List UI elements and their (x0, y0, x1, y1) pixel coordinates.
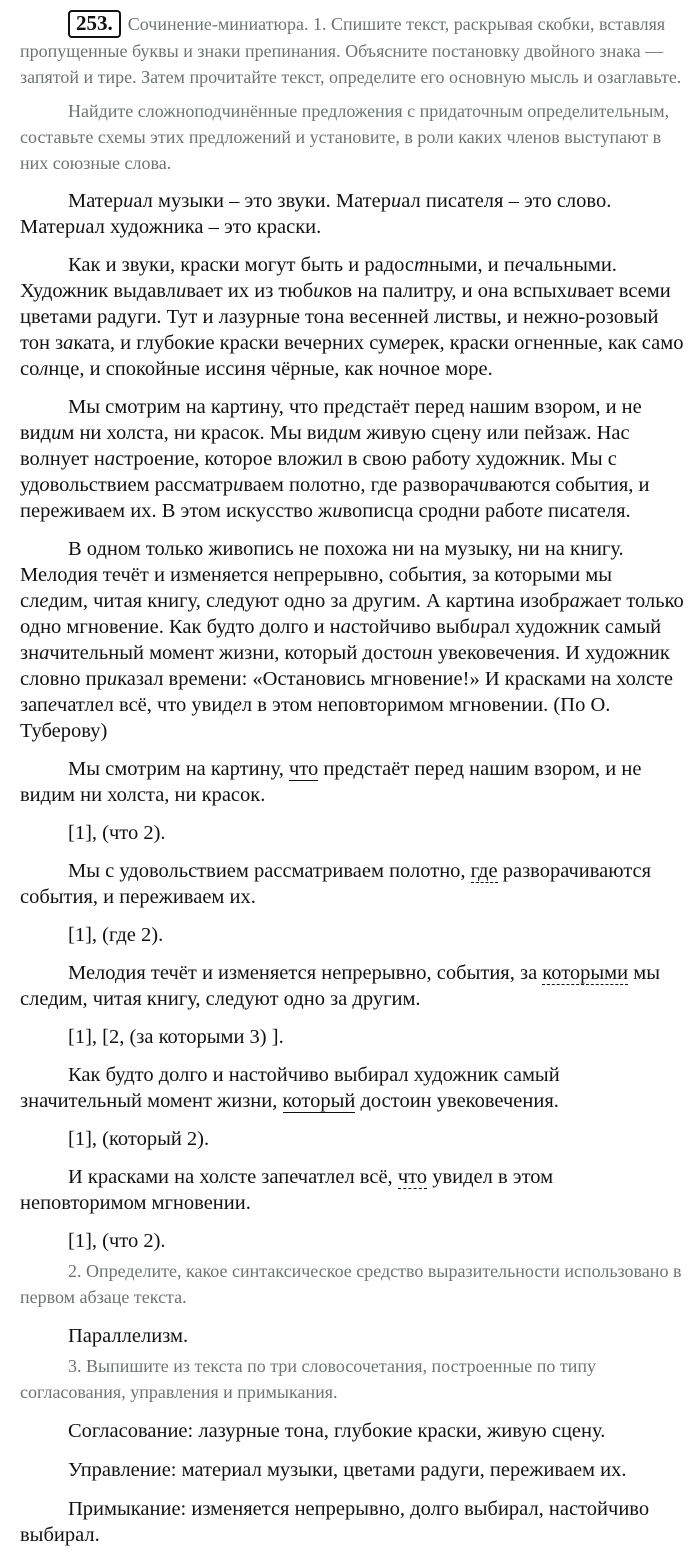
analysis-scheme-3: [1], [2, (за которыми 3) ]. (68, 1026, 284, 1049)
task-3-answer-agreement: Согласование: лазурные тона, глубокие краски, живую сцену. (68, 1420, 606, 1443)
task-2-text: 2. Определите, какое синтаксическое средство выразительности использовано в первом абзаце текста. (20, 1261, 682, 1308)
task-1-instruction (20, 10, 684, 90)
analysis-scheme-2: [1], (где 2). (68, 924, 164, 947)
analysis-scheme-5: [1], (что 2). (68, 1230, 166, 1253)
analysis-sentence-3: Мелодия течёт и изменяется непрерывно, события, за которыми мы следим, читая книгу, следуют одно за другим. (20, 962, 660, 1011)
dictation-paragraph-3: Мы смотрим на картину, что предстаёт перед нашим взором, и не видим ни холста, ни красок. Мы видим живую сцену или пейзаж. Нас волнует настроение, которое вложил в свою работу художник. Мы с удовольствием рассматриваем полотно, где разворачиваются события, и переживаем их. В этом искусство живописца сродни работе писателя. (20, 396, 650, 523)
analysis-sentence-4: Как будто долго и настойчиво выбирал художник самый значительный момент жизни, который достоин увековечения. (20, 1064, 560, 1113)
dictation-paragraph-1: Материал музыки – это звуки. Материал писателя – это слово. Материал художника – это краски. (20, 190, 612, 239)
task-3-instruction (20, 1353, 684, 1405)
analysis-sentence-2: Мы с удовольствием рассматриваем полотно, где разворачиваются события, и переживаем их. (20, 860, 652, 909)
analysis-scheme-1: [1], (что 2). (68, 822, 166, 845)
analysis-sentence-1: Мы смотрим на картину, что предстаёт перед нашим взором, и не видим ни холста, ни красок. (20, 758, 642, 807)
task-1b-instruction (20, 98, 684, 176)
task-2-answer: Параллелизм. (68, 1325, 189, 1348)
task-2-instruction (20, 1258, 684, 1310)
dictation-paragraph-2: Как и звуки, краски могут быть и радостными, и печальными. Художник выдавливает их из тюбиков на палитру, и она вспыхивает всеми цветами радуги. Тут и лазурные тона весенней листвы, и нежно-розовый тон заката, и глубокие краски вечерних сумерек, краски огненные, как само солнце, и спокойные иссиня чёрные, как ночное море. (20, 254, 684, 381)
analysis-scheme-4: [1], (который 2). (68, 1128, 210, 1151)
task-1-text: Сочинение-миниатюра. 1. Спишите текст, раскрывая скобки, вставляя пропущенные буквы и знаки препинания. Объясните постановку двойного знака — запятой и тире. Затем прочитайте текст, определите его основную мысль и озаглавьте. (20, 14, 682, 88)
dictation-paragraph-4: В одном только живопись не похожа ни на музыку, ни на книгу. Мелодия течёт и изменяется непрерывно, события, за которыми мы следим, читая книгу, следуют одно за другим. А картина изображает только одно мгновение. Как будто долго и настойчиво выбирал художник самый значительный момент жизни, который достоин увековечения. И художник словно приказал времени: «Остановись мгновение!» И красками на холсте запечатлел всё, что увидел в этом неповторимом мгновении. (По О. Туберову) (20, 538, 684, 743)
analysis-sentence-5: И красками на холсте запечатлел всё, что увидел в этом неповторимом мгновении. (20, 1166, 554, 1215)
exercise-number-badge: 253. (68, 10, 121, 38)
task-3-answer-adjoining: Примыкание: изменяется непрерывно, долго выбирал, настойчиво выбирал. (20, 1498, 650, 1547)
task-3-answer-government: Управление: материал музыки, цветами радуги, переживаем их. (68, 1459, 627, 1482)
task-1b-text: Найдите сложноподчинённые предложения с придаточным определительным, составьте схемы этих предложений и установите, в роли каких членов выступают в них союзные слова. (20, 101, 670, 174)
task-3-text: 3. Выпишите из текста по три словосочетания, построенные по типу согласования, управления и примыкания. (20, 1356, 596, 1403)
